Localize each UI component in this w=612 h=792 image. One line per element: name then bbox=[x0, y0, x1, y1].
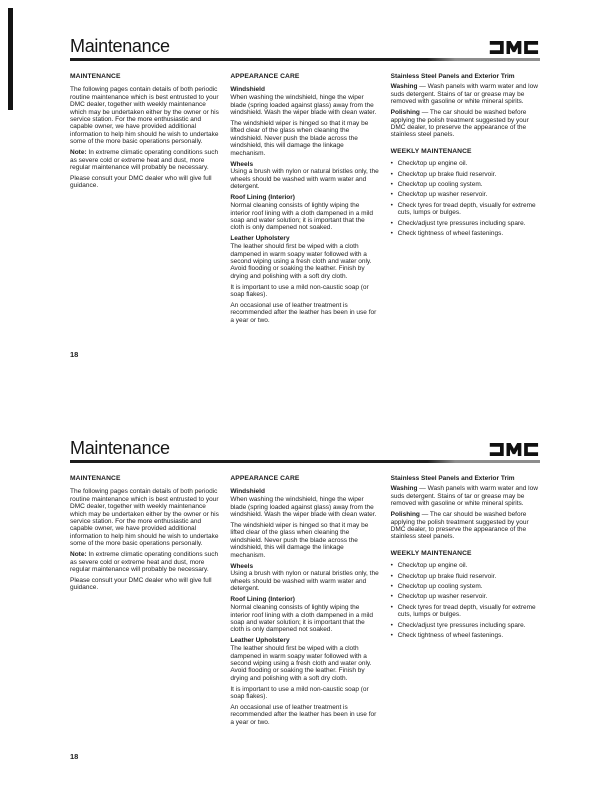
appearance-care-heading: APPEARANCE CARE bbox=[230, 475, 300, 482]
windshield-paragraph-2: The windshield wiper is hinged so that it may be lifted clear of the glass when cleaning the windshield. Never push the blade across the windshield, this will damage the linkage mechanism. bbox=[230, 522, 369, 559]
polishing-label: Polishing bbox=[390, 511, 420, 519]
washing-paragraph bbox=[391, 83, 540, 105]
page-title: Maintenance bbox=[70, 36, 170, 56]
washing-paragraph bbox=[391, 485, 540, 507]
wheels-heading: Wheels bbox=[230, 160, 254, 168]
windshield-paragraph-2: The windshield wiper is hinged so that it may be lifted clear of the glass when cleaning the windshield. Never push the blade across the windshield, this will damage the linkage mechanism. bbox=[230, 120, 369, 157]
scan-artifact-bar bbox=[8, 8, 13, 110]
roof-lining-paragraph: Normal cleaning consists of lightly wiping the interior roof lining with a cloth dampened in a mild soap and water solution; it is important that the cloth is only dampened not soaked. bbox=[230, 202, 374, 232]
leather-heading: Leather Upholstery bbox=[230, 637, 290, 645]
weekly-checklist-item: • Check/adjust tyre pressures including spare. bbox=[391, 622, 540, 629]
appearance-care-heading: APPEARANCE CARE bbox=[230, 73, 300, 80]
polishing-paragraph bbox=[391, 511, 540, 541]
page-title: Maintenance bbox=[70, 438, 170, 458]
weekly-maintenance-heading: WEEKLY MAINTENANCE bbox=[390, 549, 472, 557]
note-label: Note: bbox=[70, 551, 87, 559]
content-columns bbox=[70, 475, 540, 730]
washing-label: Washing bbox=[390, 485, 418, 493]
note-paragraph bbox=[70, 149, 219, 171]
weekly-checklist-item: • Check/top up engine oil. bbox=[391, 160, 540, 167]
weekly-checklist-item: • Check/top up engine oil. bbox=[391, 562, 540, 569]
header-rule bbox=[70, 460, 540, 463]
weekly-checklist-item: • Check tyres for tread depth, visually for extreme cuts, lumps or bulges. bbox=[391, 604, 540, 619]
stainless-heading: Stainless Steel Panels and Exterior Trim bbox=[390, 475, 515, 482]
weekly-checklist bbox=[391, 160, 540, 237]
maintenance-heading: MAINTENANCE bbox=[70, 73, 121, 80]
dmc-logo-icon bbox=[486, 41, 540, 54]
windshield-heading: Windshield bbox=[230, 86, 265, 94]
polishing-body: — The car should be washed before applying the polish treatment suggested by your DMC dealer, to preserve the appearance of the stainless steel panels. bbox=[390, 511, 529, 541]
washing-label: Washing bbox=[390, 83, 418, 91]
page-number: 18 bbox=[70, 752, 79, 761]
consult-paragraph: Please consult your DMC dealer who will give full guidance. bbox=[70, 174, 212, 190]
manual-page-copy-2 bbox=[70, 438, 540, 761]
wheels-heading: Wheels bbox=[230, 562, 254, 570]
wheels-paragraph: Using a brush with nylon or natural bristles only, the wheels should be washed with warm water and detergent. bbox=[230, 570, 379, 593]
weekly-checklist-item: • Check tyres for tread depth, visually for extreme cuts, lumps or bulges. bbox=[391, 202, 540, 217]
leather-paragraph-1: The leather should first be wiped with a cloth dampened in warm soapy water followed with a second wiping using a fresh cloth and water only. Avoid flooding or soaking the leather. Finish by drying and polishing with a soft dry cloth. bbox=[230, 243, 372, 280]
wheels-paragraph: Using a brush with nylon or natural bristles only, the wheels should be washed with warm water and detergent. bbox=[230, 168, 379, 191]
note-body: In extreme climatic operating conditions such as severe cold or extreme heat and dust, more regular maintenance will probably be necessary. bbox=[70, 551, 219, 573]
note-paragraph bbox=[70, 551, 219, 573]
dmc-logo-icon bbox=[486, 443, 540, 456]
maintenance-paragraph: The following pages contain details of both periodic routine maintenance which is best entrusted to your DMC dealer, together with weekly maintenance which may be undertaken either by the owner or his service station. For the more enthusiastic and capable owner, we have provided additional information to help him should he wish to undertake some of the more basic operations personally. bbox=[70, 86, 219, 146]
leather-paragraph-2: It is important to use a mild non-caustic soap (or soap flakes). bbox=[230, 685, 369, 701]
weekly-maintenance-heading: WEEKLY MAINTENANCE bbox=[390, 147, 472, 155]
leather-paragraph-1: The leather should first be wiped with a cloth dampened in warm soapy water followed with a second wiping using a fresh cloth and water only. Avoid flooding or soaking the leather. Finish by drying and polishing with a soft dry cloth. bbox=[230, 645, 372, 682]
note-body: In extreme climatic operating conditions such as severe cold or extreme heat and dust, more regular maintenance will probably be necessary. bbox=[70, 149, 219, 171]
page-header bbox=[70, 37, 540, 55]
polishing-paragraph bbox=[391, 109, 540, 139]
manual-page-copy-1 bbox=[70, 36, 540, 359]
maintenance-heading: MAINTENANCE bbox=[70, 475, 121, 482]
polishing-body: — The car should be washed before applying the polish treatment suggested by your DMC dealer, to preserve the appearance of the stainless steel panels. bbox=[390, 109, 529, 139]
leather-heading: Leather Upholstery bbox=[230, 235, 290, 243]
column-maintenance bbox=[70, 73, 219, 328]
windshield-paragraph-1: When washing the windshield, hinge the wiper blade (spring loaded against glass) away from the windshield. Wash the wiper blade with clean water. bbox=[230, 94, 377, 117]
column-appearance-care bbox=[230, 475, 379, 730]
weekly-checklist-item: • Check/top up brake fluid reservoir. bbox=[391, 171, 540, 178]
weekly-checklist-item: • Check/adjust tyre pressures including spare. bbox=[391, 220, 540, 227]
content-columns bbox=[70, 73, 540, 328]
roof-lining-heading: Roof Lining (Interior) bbox=[230, 194, 295, 202]
weekly-checklist-item: • Check tightness of wheel fastenings. bbox=[391, 230, 540, 237]
page-header bbox=[70, 439, 540, 457]
consult-paragraph: Please consult your DMC dealer who will give full guidance. bbox=[70, 576, 212, 592]
column-stainless-steel bbox=[391, 73, 540, 328]
weekly-checklist-item: • Check/top up cooling system. bbox=[391, 583, 540, 590]
leather-paragraph-3: An occasional use of leather treatment is recommended after the leather has been in use for a year or two. bbox=[230, 703, 377, 726]
stainless-heading: Stainless Steel Panels and Exterior Trim bbox=[390, 73, 515, 80]
weekly-checklist-item: • Check/top up washer reservoir. bbox=[391, 191, 540, 198]
leather-paragraph-3: An occasional use of leather treatment is recommended after the leather has been in use for a year or two. bbox=[230, 301, 377, 324]
weekly-checklist bbox=[391, 562, 540, 639]
weekly-checklist-item: • Check/top up brake fluid reservoir. bbox=[391, 573, 540, 580]
column-stainless-steel bbox=[391, 475, 540, 730]
maintenance-paragraph: The following pages contain details of both periodic routine maintenance which is best entrusted to your DMC dealer, together with weekly maintenance which may be undertaken either by the owner or his service station. For the more enthusiastic and capable owner, we have provided additional information to help him should he wish to undertake some of the more basic operations personally. bbox=[70, 488, 219, 548]
leather-paragraph-2: It is important to use a mild non-caustic soap (or soap flakes). bbox=[230, 283, 369, 299]
washing-body: — Wash panels with warm water and low suds detergent. Stains of tar or grease may be removed with gasoline or white mineral spirits. bbox=[390, 83, 538, 106]
column-maintenance bbox=[70, 475, 219, 730]
column-appearance-care bbox=[230, 73, 379, 328]
weekly-checklist-item: • Check/top up cooling system. bbox=[391, 181, 540, 188]
note-label: Note: bbox=[70, 149, 87, 157]
roof-lining-paragraph: Normal cleaning consists of lightly wiping the interior roof lining with a cloth dampened in a mild soap and water solution; it is important that the cloth is only dampened not soaked. bbox=[230, 604, 374, 634]
windshield-heading: Windshield bbox=[230, 488, 265, 496]
header-rule bbox=[70, 58, 540, 61]
weekly-checklist-item: • Check tightness of wheel fastenings. bbox=[391, 632, 540, 639]
roof-lining-heading: Roof Lining (Interior) bbox=[230, 596, 295, 604]
page-number: 18 bbox=[70, 350, 79, 359]
polishing-label: Polishing bbox=[390, 109, 420, 117]
weekly-checklist-item: • Check/top up washer reservoir. bbox=[391, 593, 540, 600]
windshield-paragraph-1: When washing the windshield, hinge the wiper blade (spring loaded against glass) away from the windshield. Wash the wiper blade with clean water. bbox=[230, 496, 377, 519]
washing-body: — Wash panels with warm water and low suds detergent. Stains of tar or grease may be removed with gasoline or white mineral spirits. bbox=[390, 485, 538, 508]
